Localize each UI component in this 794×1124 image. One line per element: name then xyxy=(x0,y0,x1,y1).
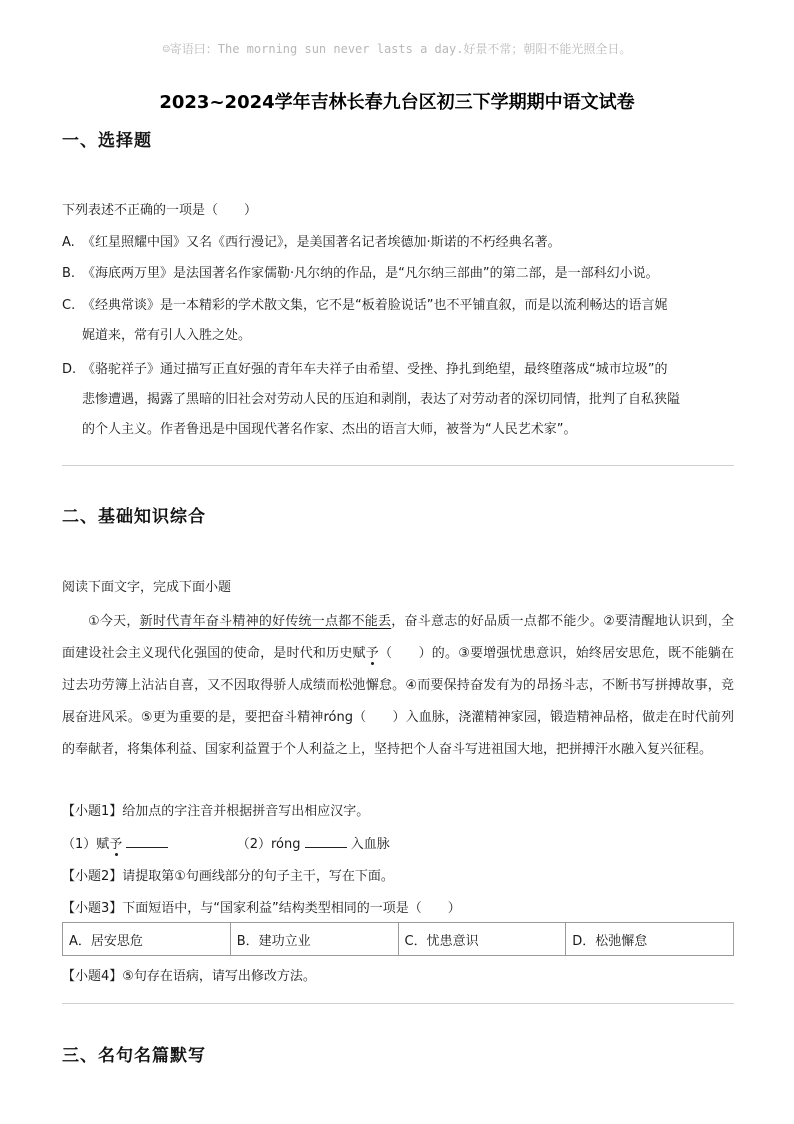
answer-blank[interactable] xyxy=(305,835,347,848)
answer-blank[interactable] xyxy=(126,835,168,848)
option-c xyxy=(62,291,732,351)
choices-table xyxy=(62,922,734,956)
item-2-suffix: 入血脉 xyxy=(350,837,390,852)
subquestion-3: 【小题3】下面短语中，与“国家利益”结构类型相同的一项是（ ） xyxy=(62,901,461,916)
option-label: B. xyxy=(62,266,76,281)
header-motto: ☺寄语曰：The morning sun never lasts a day.好景不常；朝阳不能光照全日。 xyxy=(162,42,632,56)
section-divider xyxy=(62,465,734,466)
item-2-prefix: （2）róng xyxy=(236,837,301,852)
question-stem: 下列表述不正确的一项是（ ） xyxy=(62,203,258,218)
passage-text: （ ）的。③要增强忧患意识，始终居安思危，既不能躺在过去功劳簿上沾沾自喜，又不因取得骄人成绩而松弛懈怠。④而要保持奋发有为的昂扬斗志，不断书写拼搏故事，竞展奋进风采。⑤更为重要的是，要把奋斗精神róng（ ）入血脉，浇灌精神家园，锻造精神品格，做走在时代前列的奉献者，将集体利益、国家利益置于个人利益之上，坚持把个人奋斗写进祖国大地，把拼搏汗水融入复兴征程。 xyxy=(62,646,734,757)
choice-a[interactable]: A．居安思危 xyxy=(63,923,231,956)
option-b xyxy=(62,259,732,289)
subquestion-1: 【小题1】给加点的字注音并根据拼音写出相应汉字。 xyxy=(62,804,370,819)
option-text: 《红星照耀中国》又名《西行漫记》，是美国著名记者埃德加·斯诺的不朽经典名著。 xyxy=(82,235,561,250)
option-text: 《海底两万里》是法国著名作家儒勒·凡尔纳的作品，是“凡尔纳三部曲”的第二部，是一部科幻小说。 xyxy=(82,266,659,281)
subquestion-2: 【小题2】请提取第①句画线部分的句子主干，写在下面。 xyxy=(62,869,394,884)
passage-text: ，奋斗意志的好品质一点都不能少。②要清醒地认识到，全面建设社会主义现代化强国的使命，是时代和历史赋 xyxy=(62,614,734,661)
option-label: D. xyxy=(62,362,77,377)
option-text: 《骆驼祥子》通过描写正直好强的青年车夫祥子由希望、受挫、挣扎到绝望，最终堕落成“城市垃圾”的 xyxy=(82,362,668,377)
option-label: A. xyxy=(62,235,75,250)
dotted-character: 予 xyxy=(365,646,379,661)
option-label: C. xyxy=(62,298,76,313)
subquestion-1-items xyxy=(62,833,390,852)
dotted-character: 予 xyxy=(109,837,123,852)
section-2-heading: 二、基础知识综合 xyxy=(62,507,206,527)
document-title: 2023~2024学年吉林长春九台区初三下学期期中语文试卷 xyxy=(159,92,635,113)
reading-passage xyxy=(62,606,734,766)
passage-intro: 阅读下面文字，完成下面小题 xyxy=(62,580,232,595)
section-1-heading: 一、选择题 xyxy=(62,131,152,151)
section-divider xyxy=(62,1003,734,1004)
item-1-prefix: （1）赋 xyxy=(62,837,110,852)
option-text: 《经典常谈》是一本精彩的学术散文集，它不是“板着脸说话”也不平铺直叙，而是以流利畅达的语言娓 xyxy=(82,298,668,313)
option-text-cont: 娓道来，常有引人入胜之处。 xyxy=(82,328,252,343)
option-text-cont: 悲惨遭遇，揭露了黑暗的旧社会对劳动人民的压迫和剥削，表达了对劳动者的深切同情，批判了自私狭隘 xyxy=(82,392,681,407)
subquestion-4: 【小题4】⑤句存在语病，请写出修改方法。 xyxy=(62,969,316,984)
option-d xyxy=(62,355,732,445)
option-a xyxy=(62,228,732,258)
passage-text: ①今天， xyxy=(88,614,140,629)
option-text-cont-2: 的个人主义。作者鲁迅是中国现代著名作家、杰出的语言大师，被誉为“人民艺术家”。 xyxy=(82,422,577,437)
section-3-heading: 三、名句名篇默写 xyxy=(62,1046,206,1066)
choice-c[interactable]: C．忧患意识 xyxy=(398,923,566,956)
choice-b[interactable]: B．建功立业 xyxy=(230,923,398,956)
underlined-sentence: 新时代青年奋斗精神的好传统一点都不能丢 xyxy=(139,614,392,629)
choice-d[interactable]: D．松弛懈怠 xyxy=(566,923,734,956)
